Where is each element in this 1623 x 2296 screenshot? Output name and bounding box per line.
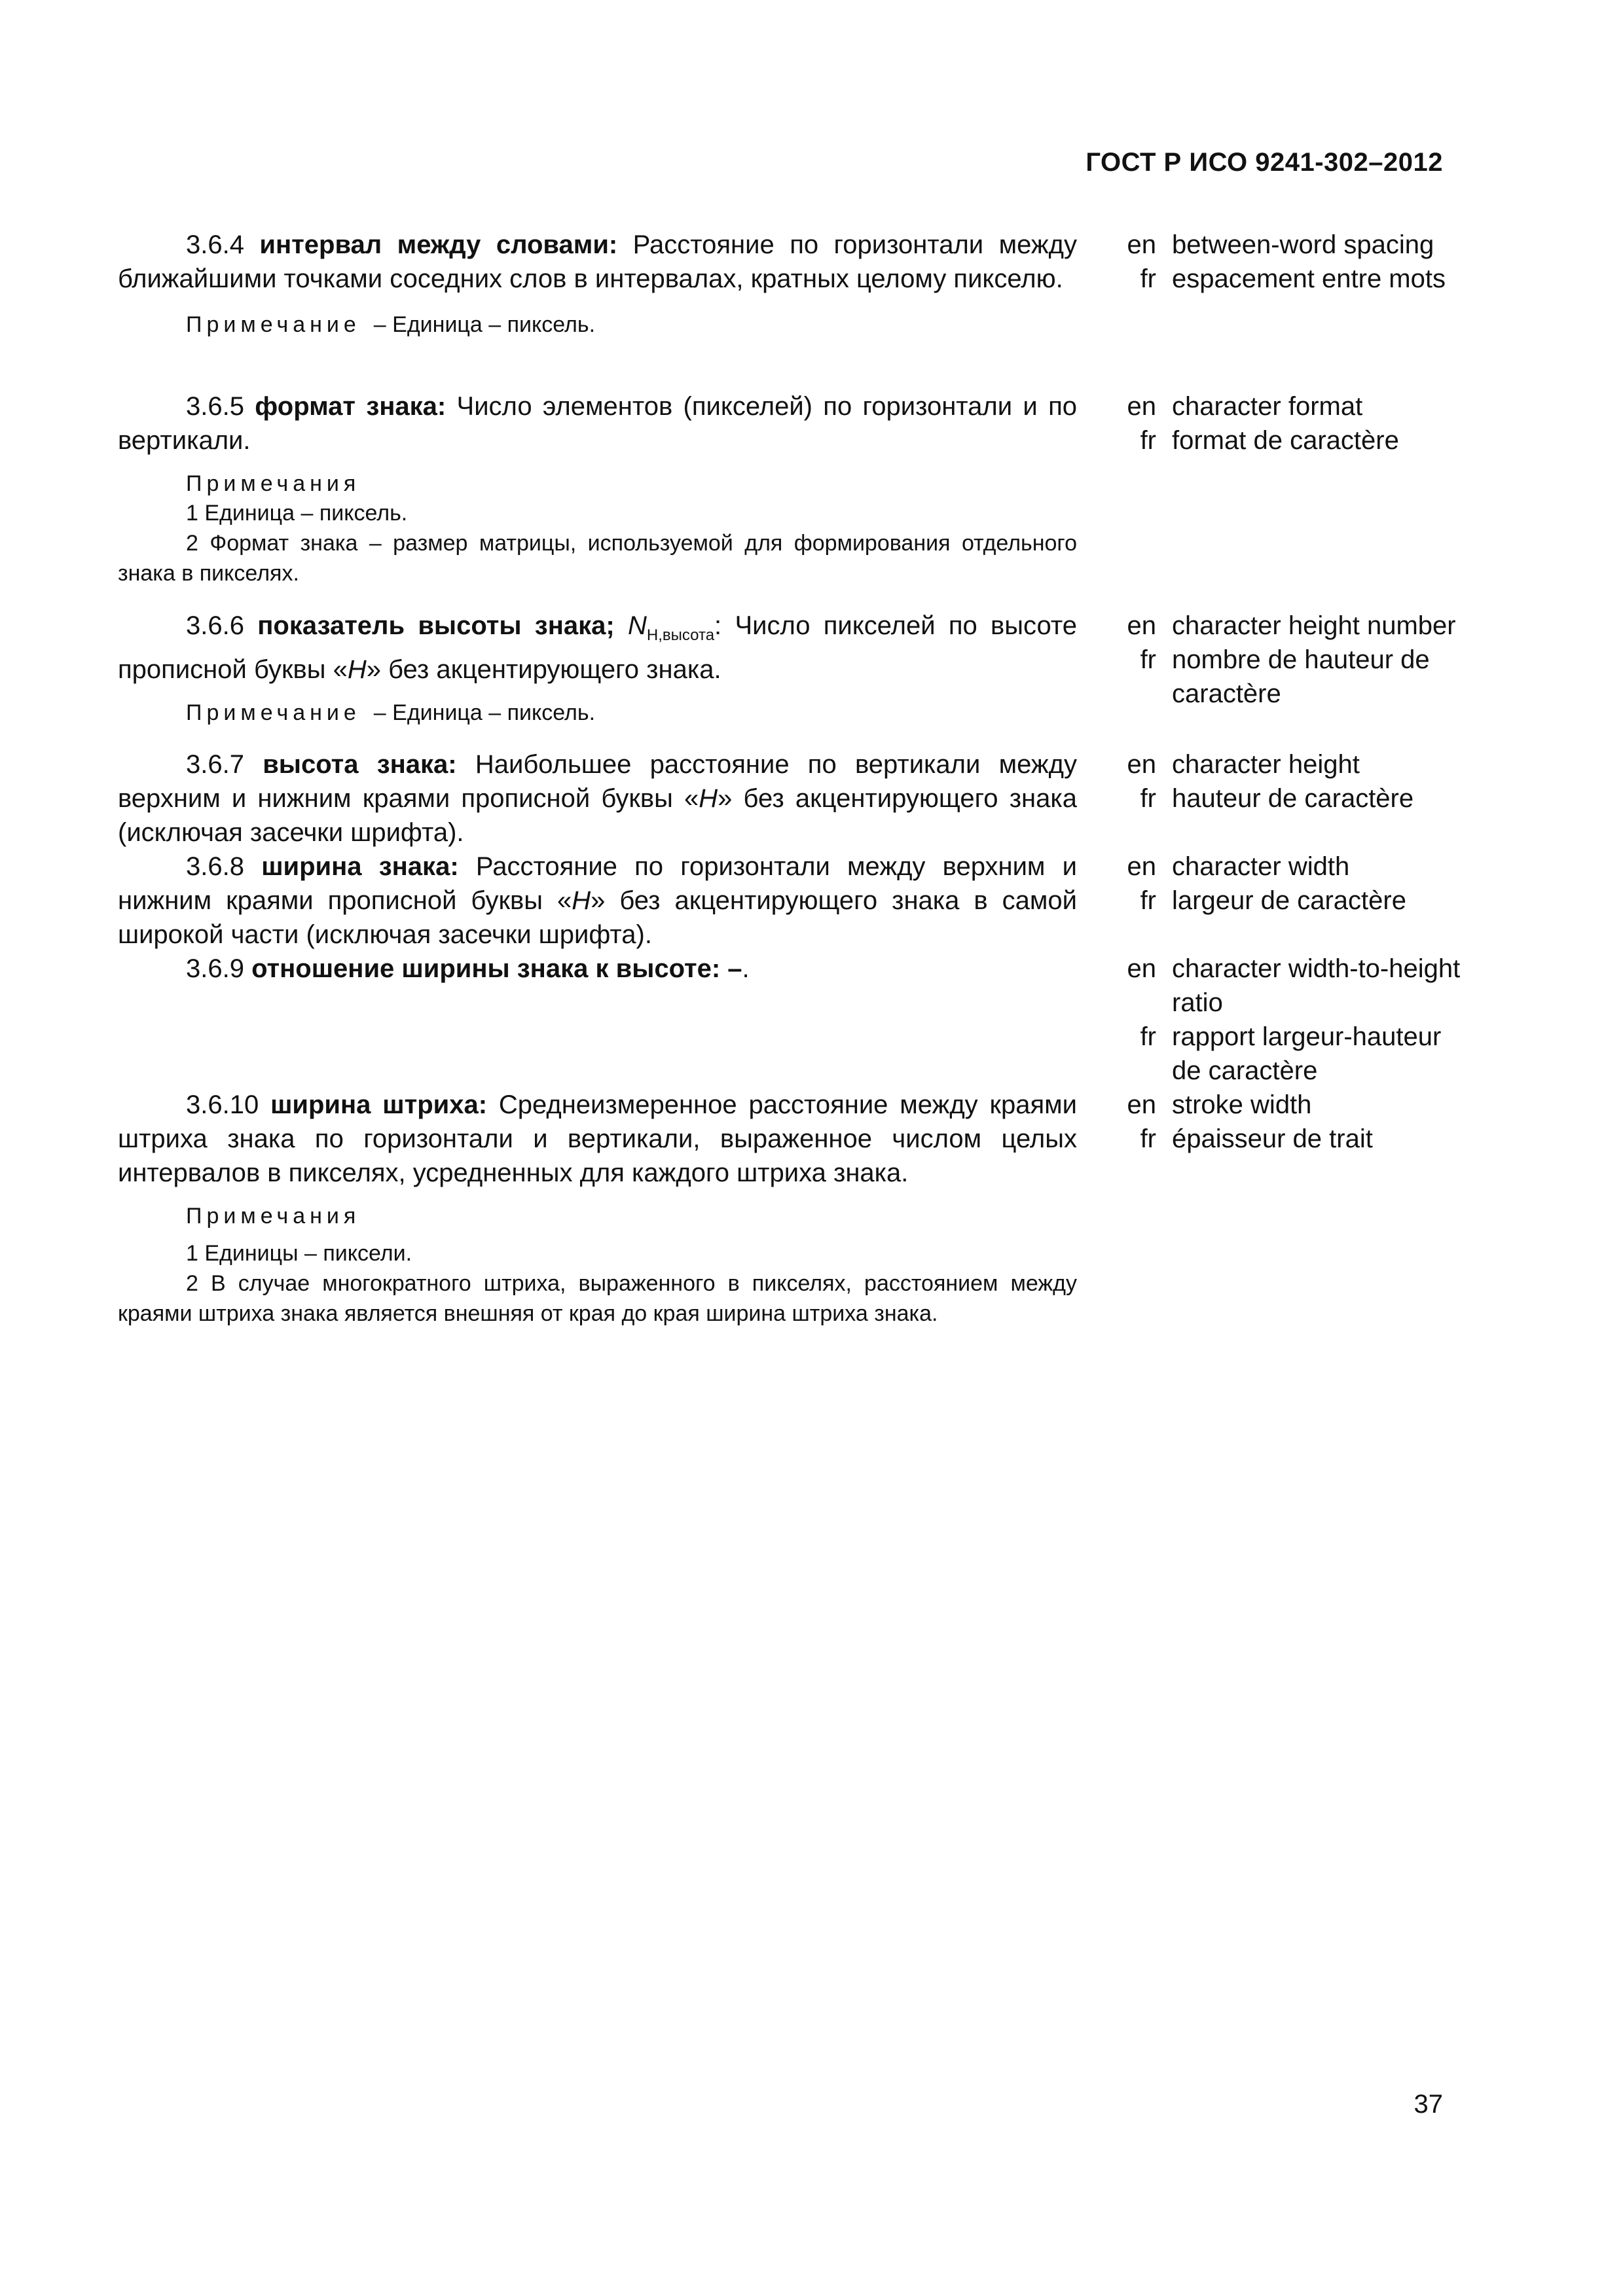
en-equivalent: en character width-to-height ratio [1127, 954, 1461, 1017]
term-name: интервал между словами: [259, 230, 618, 259]
fr-equivalent: fr nombre de hauteur de caractère [1140, 645, 1430, 708]
note: Примечание – Единица – пиксель. [186, 700, 596, 725]
fr-equivalent: fr épaisseur de trait [1140, 1124, 1373, 1153]
definition: 3.6.9 отношение ширины знака к высоте: –. [186, 954, 750, 983]
en-equivalent: en character format [1127, 392, 1363, 421]
en-equivalent: en character height [1127, 750, 1360, 779]
fr-equivalent: fr largeur de caractère [1140, 886, 1406, 915]
page-number: 37 [1413, 2090, 1443, 2119]
en-equivalent: en stroke width [1127, 1090, 1312, 1119]
symbol: N [627, 611, 647, 640]
definition: 3.6.8 ширина знака: Расстояние по горизонтали между верхним и нижним краями прописной буквы «H» без акцентирующего знака в самой широкой части (исключая засечки шрифта). [118, 852, 1077, 949]
fr-equivalent: fr espacement entre mots [1140, 264, 1446, 293]
term-name: отношение ширины знака к высоте: – [251, 954, 742, 983]
term-name: ширина штриха: [270, 1090, 488, 1119]
term-name: ширина знака: [261, 852, 459, 881]
note: Примечание – Единица – пиксель. [186, 312, 596, 337]
term-name: высота знака: [263, 750, 457, 779]
note-2: 2 В случае многократного штриха, выраженного в пикселях, расстоянием между краями штриха знака является внешняя от края до края ширина штриха знака. [118, 1271, 1077, 1326]
definition: 3.6.10 ширина штриха: Среднеизмеренное расстояние между краями штриха знака по горизонтали и вертикали, выраженное числом целых интервалов в пикселях, усредненных для каждого штриха знака. [118, 1090, 1077, 1187]
term-name: показатель высоты знака; [257, 611, 615, 640]
definition: 3.6.6 показатель высоты знака; $N_{H,высота}$: Число пикселей по высоте прописной буквы «H» без акцентирующего знака. [118, 611, 1077, 684]
en-equivalent: en between-word spacing [1127, 230, 1434, 259]
definition: 3.6.5 формат знака: Число элементов (пикселей) по горизонтали и по вертикали. [118, 392, 1078, 455]
term-name: формат знака: [255, 392, 447, 421]
en-equivalent: en character height number [1127, 611, 1456, 640]
notes-label: Примечания [186, 471, 361, 496]
fr-equivalent: fr hauteur de caractère [1140, 784, 1414, 813]
note-2: 2 Формат знака – размер матрицы, используемой для формирования отдельного знака в пикселях. [118, 531, 1077, 586]
notes-label: Примечания [186, 1204, 361, 1229]
symbol-subscript: H,высота [646, 626, 715, 644]
document-header: ГОСТ Р ИСО 9241-302–2012 [1085, 148, 1443, 177]
definition: 3.6.4 интервал между словами: Расстояние по горизонтали между ближайшими точками соседних слов в интервалах, кратных целому пикселю. [118, 230, 1077, 293]
en-equivalent: en character width [1127, 852, 1350, 881]
definition: 3.6.7 высота знака: Наибольшее расстояние по вертикали между верхним и нижним краями прописной буквы «H» без акцентирующего знака (исключая засечки шрифта). [118, 750, 1077, 847]
fr-equivalent: fr format de caractère [1140, 426, 1399, 455]
fr-equivalent: fr rapport largeur-hauteur de caractère [1140, 1022, 1442, 1085]
note-1: 1 Единицы – пиксели. [186, 1241, 412, 1266]
note-1: 1 Единица – пиксель. [186, 501, 408, 526]
